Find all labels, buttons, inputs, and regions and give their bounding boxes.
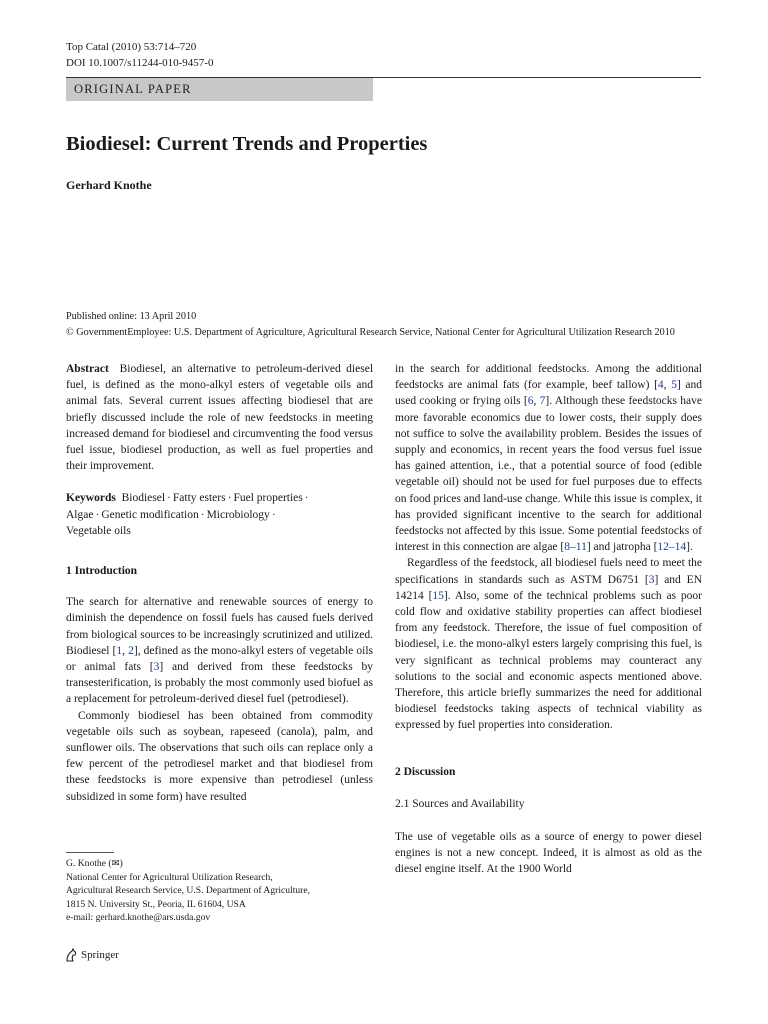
- text-run: in the search for additional feedstocks. Among the additional feedstocks are animal fats (for example, beef tallow) [: [395, 363, 702, 392]
- citation-link[interactable]: 3: [153, 661, 160, 674]
- section-heading-introduction: 1 Introduction: [66, 565, 138, 578]
- text-run: ] and EN 14214 [: [395, 573, 703, 602]
- text-run: ] and jatropha [: [586, 541, 658, 554]
- author-footnote: [66, 857, 373, 925]
- section-label: ORIGINAL PAPER: [74, 82, 192, 96]
- keywords-label: Keywords: [66, 492, 116, 505]
- footnote-text: G. Knothe (: [66, 858, 112, 869]
- footnote-email: e-mail: gerhard.knothe@ars.usda.gov: [66, 912, 211, 923]
- keywords: Keywords Biodiesel · Fatty esters · Fuel properties · Algae · Genetic modification · Microbiology · Vegetable oils: [66, 492, 309, 537]
- discussion-paragraph-1: The use of vegetable oils as a source of energy to power diesel engines is not a new concept. Indeed, it is almost as old as the diesel engine itself. At the 1900 World: [395, 831, 702, 876]
- text-run: ]. Also, some of the technical problems such as poor cold flow and oxidative stability properties can affect biodiesel from any feedstock. Therefore, the issue of fuel composition of biodiesel, i.e. the mono-alkyl esters largely comprising this fuel, is very significant as technical problems may counteract any solutions to the social and economic aspects mentioned above. Therefore, this article briefly summarizes the need for additional biodiesel feedstocks taking aspects of technical viability as expressed by fuel properties into consideration.: [395, 589, 702, 732]
- footnote-author: [66, 857, 373, 871]
- intro-paragraph-1: [66, 594, 373, 707]
- keyword: Vegetable oils: [66, 524, 131, 537]
- section-banner: [66, 78, 373, 101]
- keyword: Biodiesel: [121, 492, 166, 505]
- keyword: Fatty esters: [172, 492, 226, 505]
- published-date: Published online: 13 April 2010: [66, 311, 197, 322]
- publisher-name: Springer: [81, 949, 119, 961]
- text-run: ], defined as the mono-alkyl esters of vegetable oils or animal fats [: [66, 644, 373, 674]
- citation-link[interactable]: 15: [432, 589, 444, 602]
- abstract-label: Abstract: [66, 363, 109, 375]
- citation-link[interactable]: 2: [128, 644, 134, 657]
- left-column: [66, 361, 373, 805]
- text-run: The search for alternative and renewable sources of energy to diminish the dependence on fossil fuels has caused fuels derived from biological sources to be increasingly scrutinized and utilized. Biodiesel [: [66, 596, 373, 657]
- keyword: Algae: [66, 508, 94, 521]
- text-run: Regardless of the feedstock, all biodiesel fuels need to meet the specifications in standards such as ASTM D6751 [: [395, 557, 702, 586]
- section-heading-discussion: 2 Discussion: [395, 765, 456, 778]
- springer-horse-icon: [64, 947, 78, 963]
- right-paragraph-2: [395, 555, 702, 733]
- citation-link[interactable]: 4: [657, 379, 664, 392]
- citation-link[interactable]: 3: [648, 573, 655, 586]
- text-run: ,: [663, 379, 672, 392]
- text-run: ] and used cooking or frying oils [: [395, 379, 703, 408]
- right-column: [395, 361, 702, 878]
- citation-link[interactable]: 1: [116, 644, 123, 657]
- footnote-text: ): [119, 858, 123, 869]
- text-run: ,: [122, 644, 129, 657]
- right-paragraph-1: [395, 361, 702, 555]
- citation-link[interactable]: 7: [539, 395, 546, 408]
- footnote-rule: [66, 852, 114, 853]
- author-name: Gerhard Knothe: [66, 178, 152, 192]
- citation-link[interactable]: 8–11: [564, 541, 587, 554]
- text-run: ].: [686, 541, 693, 554]
- intro-paragraph-2: Commonly biodiesel has been obtained from commodity vegetable oils such as soybean, rapeseed (canola), palm, and sunflower oils. The observations that such oils can replace only a few percent of the petrodiesel market and that biodiesel from these feedstocks is more expensive than petrodiesel (unless subsidized in some form) have resulted: [66, 709, 373, 803]
- copyright-notice: © GovernmentEmployee: U.S. Department of Agriculture, Agricultural Research Service, National Center for Agricultural Utilization Research 2010: [66, 327, 675, 338]
- doi: DOI 10.1007/s11244-010-9457-0: [66, 57, 214, 69]
- text-run: ] and derived from these feedstocks by transesterification, is probably the most commonly used biofuel as a replacement for petroleum-derived diesel fuel (petrodiesel).: [66, 661, 373, 706]
- abstract-text: Biodiesel, an alternative to petroleum-derived diesel fuel, is defined as the mono-alkyl esters of vegetable oils and animal fats. Several current issues affecting biodiesel that are briefly discussed include the role of new feedstocks in meeting increased demand for biodiesel and circumventing the food versus fuel issue, biodiesel production, as well as fuel properties and their improvement.: [66, 363, 374, 473]
- citation-link[interactable]: 12–14: [657, 541, 687, 554]
- subsection-heading: 2.1 Sources and Availability: [395, 797, 525, 810]
- citation-link[interactable]: 6: [527, 395, 534, 408]
- publisher-mark: [64, 947, 119, 963]
- paper-title: Biodiesel: Current Trends and Properties: [66, 133, 428, 155]
- footnote-affiliation: National Center for Agricultural Utilization Research,: [66, 871, 273, 883]
- citation-link[interactable]: 5: [671, 379, 677, 392]
- keyword: Genetic modification: [101, 508, 199, 521]
- footnote-affiliation: Agricultural Research Service, U.S. Department of Agriculture,: [66, 885, 311, 896]
- keyword: Fuel properties: [233, 492, 303, 505]
- footnote-address: 1815 N. University St., Peoria, IL 61604, USA: [66, 898, 246, 910]
- text-run: ,: [533, 395, 540, 408]
- envelope-icon: ✉: [111, 858, 120, 869]
- text-run: ]. Although these feedstocks have more favorable economics due to lower costs, their supply does not suffice to solve the availability problem. Besides the issues of supply and economics, in recent years the food versus fuel issue has gained attention, i.e., that a potential source of food (edible vegetable oil) should not be used for fuel purposes due to effects on food prices and land-use change. While this issue is complex, it has provided significant incentive to the search for additional feedstocks not affected by this issue. Some potential feedstocks of interest in this connection are algae [: [395, 395, 702, 554]
- abstract: [66, 361, 373, 474]
- keyword: Microbiology: [206, 508, 270, 521]
- journal-citation: Top Catal (2010) 53:714–720: [66, 41, 197, 53]
